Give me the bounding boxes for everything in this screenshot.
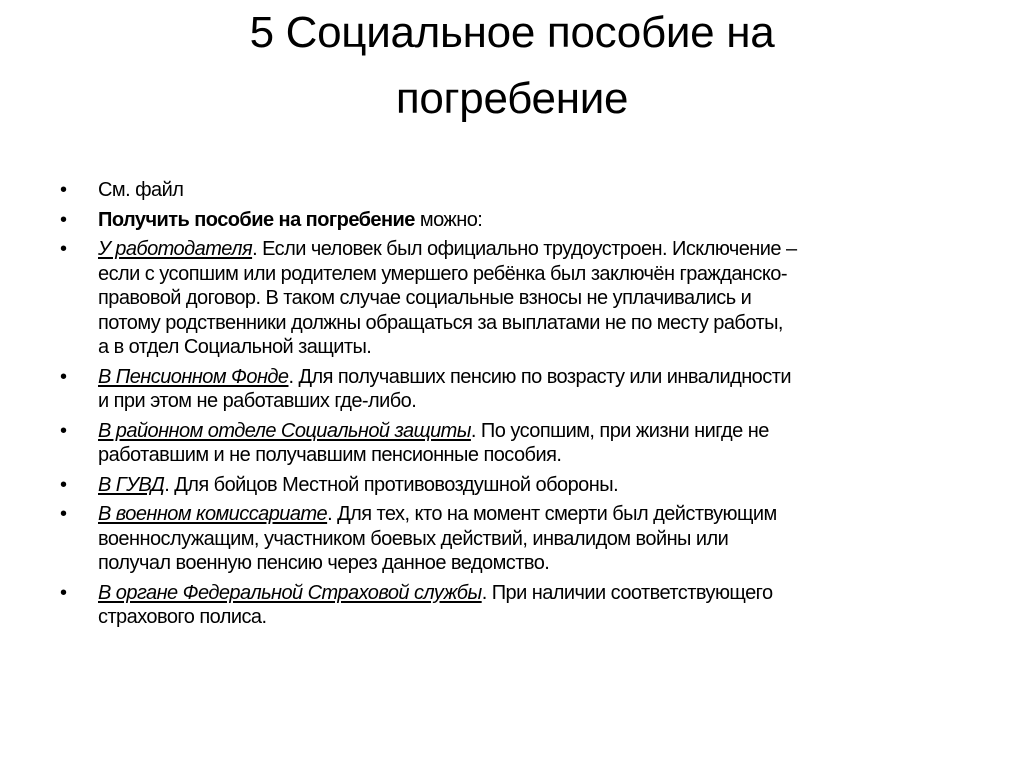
- list-item-insurance-service: [60, 581, 980, 630]
- list-item-military-commissariat: [60, 502, 980, 576]
- list-item-guvd: [60, 473, 980, 498]
- bullet-icon: •: [60, 473, 67, 496]
- item-text: . Если человек был официально трудоустроен. Исключение –: [252, 238, 797, 260]
- bullet-icon: •: [60, 581, 67, 604]
- item-text: можно:: [414, 208, 483, 231]
- bullet-icon: •: [60, 419, 67, 442]
- social-protection-link[interactable]: В районном отделе Социальной защиты: [98, 419, 471, 442]
- item-text: . По усопшим, при жизни нигде не: [470, 419, 769, 442]
- item-text: правовой договор. В таком случае социальные взносы не уплачивались и: [98, 287, 752, 309]
- list-item-employer: [60, 237, 980, 360]
- list-item-pension-fund: [60, 365, 980, 414]
- bullet-icon: •: [60, 208, 67, 231]
- item-text: а в отдел Социальной защиты.: [98, 336, 372, 358]
- bullet-icon: •: [60, 365, 67, 388]
- item-text: и при этом не работавших где-либо.: [98, 390, 417, 412]
- item-text: потому родственники должны обращаться за выплатами не по месту работы,: [98, 311, 783, 334]
- item-lead-bold: Получить пособие на погребение: [98, 208, 415, 231]
- item-text: военнослужащим, участником боевых действий, инвалидом войны или: [98, 527, 729, 550]
- employer-link[interactable]: У работодателя: [98, 238, 253, 260]
- item-text: См. файл: [98, 179, 184, 201]
- pension-fund-link[interactable]: В Пенсионном Фонде: [98, 365, 289, 388]
- insurance-service-link[interactable]: В органе Федеральной Страховой службы: [98, 581, 482, 604]
- item-text: получал военную пенсию через данное ведомство.: [98, 552, 550, 574]
- item-text: . Для получавших пенсию по возрасту или инвалидности: [288, 365, 791, 388]
- bullet-icon: •: [60, 238, 67, 260]
- list-item-social-protection: [60, 419, 980, 468]
- list-item-see-file: [60, 178, 980, 203]
- item-text: страхового полиса.: [98, 606, 267, 628]
- item-text: работавшим и не получавшим пенсионные пособия.: [98, 444, 562, 466]
- item-text: если с усопшим или родителем умершего ребёнка был заключён гражданско-: [98, 262, 787, 285]
- bullet-icon: •: [60, 179, 67, 201]
- item-text: . Для бойцов Местной противовоздушной обороны.: [164, 473, 619, 496]
- guvd-link[interactable]: В ГУВД: [98, 473, 165, 496]
- slide-title-line-2: погребение: [395, 74, 629, 123]
- item-text: . При наличии соответствующего: [481, 581, 773, 604]
- slide-title-line-1: 5 Социальное пособие на: [249, 8, 775, 57]
- bullet-icon: •: [60, 503, 67, 525]
- bullet-list: [60, 178, 980, 635]
- military-commissariat-link[interactable]: В военном комиссариате: [98, 503, 328, 525]
- list-item-how-to-get: [60, 208, 980, 233]
- slide-title: [60, 0, 964, 132]
- item-text: . Для тех, кто на момент смерти был действующим: [327, 503, 777, 525]
